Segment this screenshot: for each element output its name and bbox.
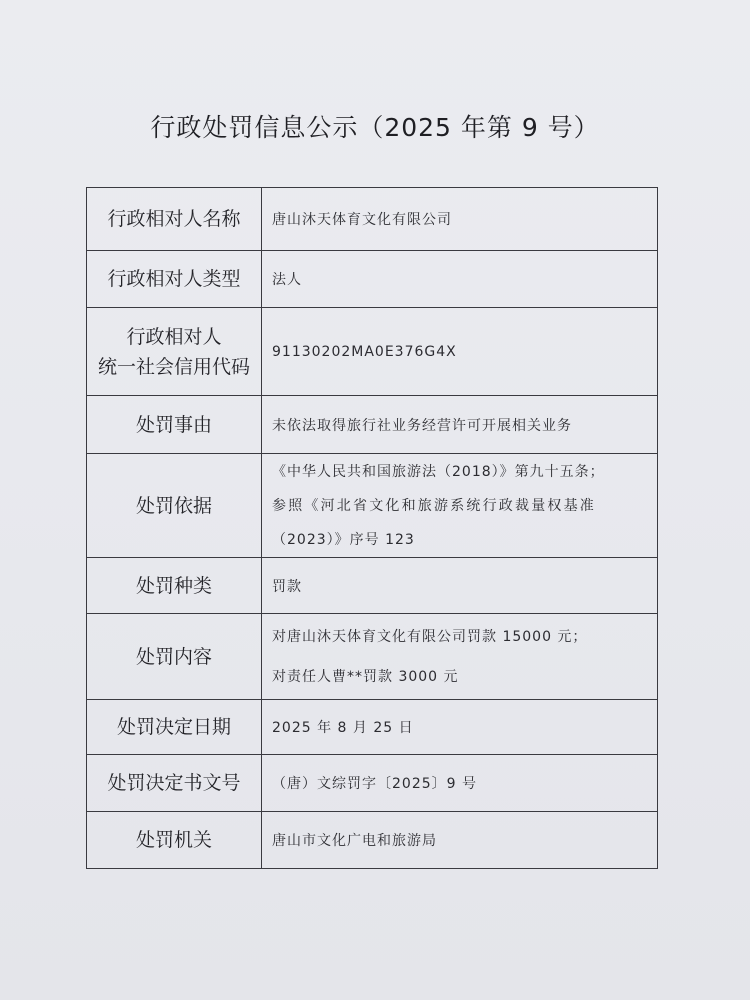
row-label-reason: 处罚事由 xyxy=(87,396,262,454)
row-label-document-number: 处罚决定书文号 xyxy=(87,755,262,812)
table-row xyxy=(87,396,658,454)
row-value-legal-basis xyxy=(262,454,658,558)
row-label-party-name: 行政相对人名称 xyxy=(87,188,262,251)
legal-basis-line-2: 参照《河北省文化和旅游系统行政裁量权基准 xyxy=(272,497,596,514)
page-title: 行政处罚信息公示（2025 年第 9 号） xyxy=(150,113,600,142)
row-value-decision-date: 2025 年 8 月 25 日 xyxy=(262,700,658,755)
table-row xyxy=(87,812,658,869)
row-value-party-name: 唐山沐天体育文化有限公司 xyxy=(262,188,658,251)
row-value-authority: 唐山市文化广电和旅游局 xyxy=(262,812,658,869)
row-value-party-type: 法人 xyxy=(262,251,658,308)
row-label-penalty-type: 处罚种类 xyxy=(87,558,262,614)
row-value-penalty-content xyxy=(262,614,658,700)
row-value-credit-code: 91130202MA0E376G4X xyxy=(262,308,658,396)
table-row xyxy=(87,454,658,558)
penalty-content-line-2: 对责任人曹**罚款 3000 元 xyxy=(272,668,459,685)
row-value-penalty-type: 罚款 xyxy=(262,558,658,614)
row-value-reason: 未依法取得旅行社业务经营许可开展相关业务 xyxy=(262,396,658,454)
row-label-credit-code xyxy=(87,308,262,396)
penalty-content-line-1: 对唐山沐天体育文化有限公司罚款 15000 元； xyxy=(272,628,588,645)
row-label-party-type: 行政相对人类型 xyxy=(87,251,262,308)
table-row xyxy=(87,700,658,755)
table-row xyxy=(87,251,658,308)
table-row xyxy=(87,308,658,396)
row-label-credit-code-line-1: 行政相对人 xyxy=(126,325,222,348)
table-row xyxy=(87,614,658,700)
row-label-penalty-content: 处罚内容 xyxy=(87,614,262,700)
row-label-decision-date: 处罚决定日期 xyxy=(87,700,262,755)
row-label-credit-code-line-2: 统一社会信用代码 xyxy=(97,355,250,378)
legal-basis-line-1: 《中华人民共和国旅游法（2018）》第九十五条； xyxy=(272,463,605,480)
penalty-info-table xyxy=(86,187,658,869)
row-value-document-number: （唐）文综罚字〔2025〕9 号 xyxy=(262,755,658,812)
table-row xyxy=(87,755,658,812)
legal-basis-line-3: （2023）》序号 123 xyxy=(272,531,415,548)
table-row xyxy=(87,558,658,614)
table-row xyxy=(87,188,658,251)
row-label-authority: 处罚机关 xyxy=(87,812,262,869)
row-label-legal-basis: 处罚依据 xyxy=(87,454,262,558)
